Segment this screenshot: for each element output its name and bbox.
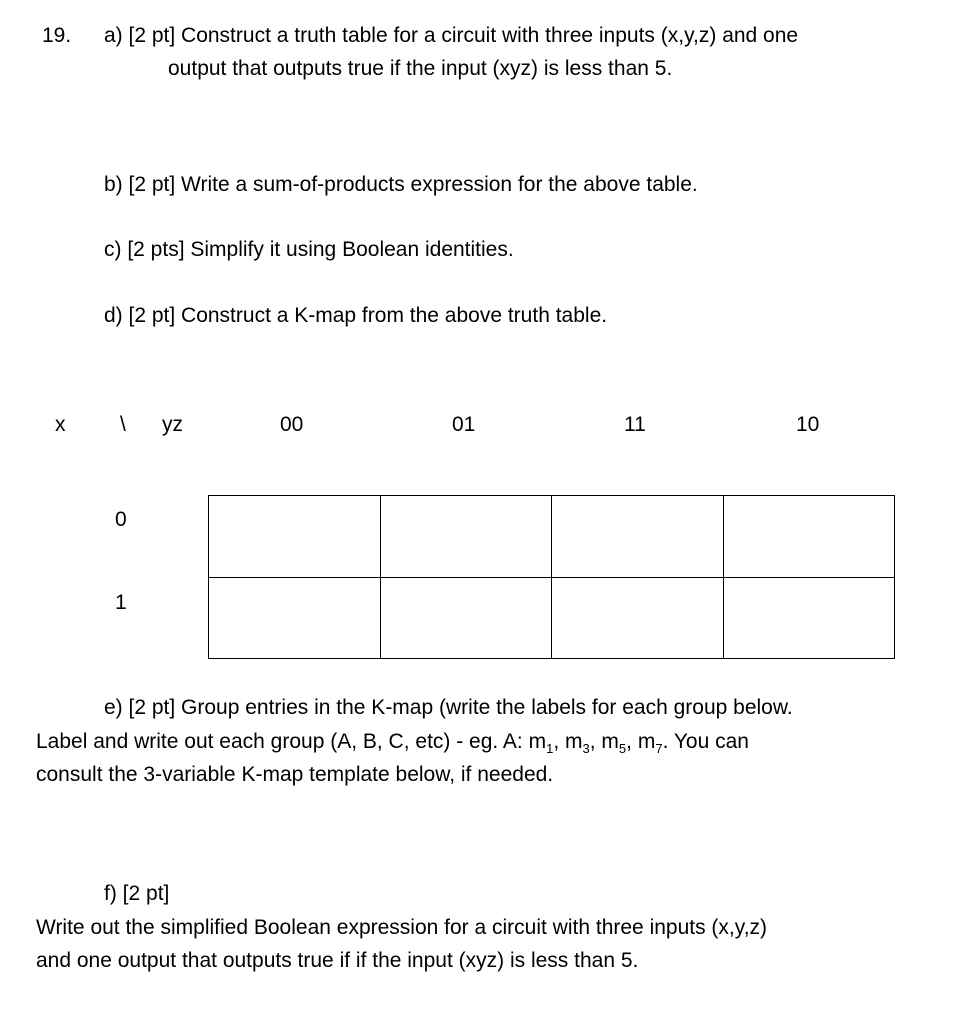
part-a-line-1: a) [2 pt] Construct a truth table for a circuit with three inputs (x,y,z) and one: [104, 24, 799, 47]
part-a-line-2: output that outputs true if the input (xyz) is less than 5.: [168, 57, 673, 80]
part-e-line-2-suffix: . You can: [662, 730, 749, 753]
example-minterm: $m_7$: [637, 730, 663, 756]
kmap-cell-0-10[interactable]: [723, 496, 895, 578]
kmap-row-header-1: 1: [115, 591, 127, 614]
kmap-col-header-11: 11: [624, 413, 646, 436]
example-minterm: $m_5$: [601, 730, 627, 756]
kmap-cell-1-01[interactable]: [380, 577, 552, 659]
kmap-cell-1-10[interactable]: [723, 577, 895, 659]
kmap-row-0: [209, 496, 895, 578]
kmap-row-1: [209, 577, 895, 659]
part-d-prompt: d) [2 pt] Construct a K-map from the above truth table.: [104, 304, 608, 327]
question-number: 19.: [42, 24, 72, 47]
kmap-row-variable: x: [55, 413, 66, 436]
part-e-line-3: consult the 3-variable K-map template below, if needed.: [36, 763, 554, 786]
kmap-cell-0-00[interactable]: [209, 496, 381, 578]
kmap-col-header-01: 01: [452, 413, 476, 436]
example-minterm: $m_3$: [565, 730, 590, 756]
part-e-line-2: Label and write out each group (A, B, C, etc) - eg. A: $m_1$, $m_3$, $m_5$, $m_7$. You can: [36, 730, 749, 756]
kmap-separator: \: [120, 413, 126, 436]
kmap-cell-0-11[interactable]: [552, 496, 724, 578]
example-minterm: $m_1$: [528, 730, 554, 756]
part-f-line-3: and one output that outputs true if if the input (xyz) is less than 5.: [36, 949, 639, 972]
kmap-cell-0-01[interactable]: [380, 496, 552, 578]
kmap-column-variable: yz: [162, 413, 183, 436]
part-b-prompt: b) [2 pt] Write a sum-of-products expression for the above table.: [104, 173, 698, 196]
kmap-col-header-00: 00: [280, 413, 304, 436]
kmap-col-header-10: 10: [796, 413, 820, 436]
kmap-cell-1-00[interactable]: [209, 577, 381, 659]
part-e-line-2-prefix: Label and write out each group (A, B, C, etc) - eg. A:: [36, 730, 529, 753]
part-c-prompt: c) [2 pts] Simplify it using Boolean identities.: [104, 238, 514, 261]
kmap-grid: [208, 495, 895, 659]
kmap-row-header-0: 0: [115, 508, 127, 531]
part-e-line-1: e) [2 pt] Group entries in the K-map (write the labels for each group below.: [104, 696, 793, 719]
part-f-label: f) [2 pt]: [104, 882, 170, 905]
part-f-line-2: Write out the simplified Boolean expression for a circuit with three inputs (x,y,z): [36, 916, 768, 939]
kmap-cell-1-11[interactable]: [552, 577, 724, 659]
